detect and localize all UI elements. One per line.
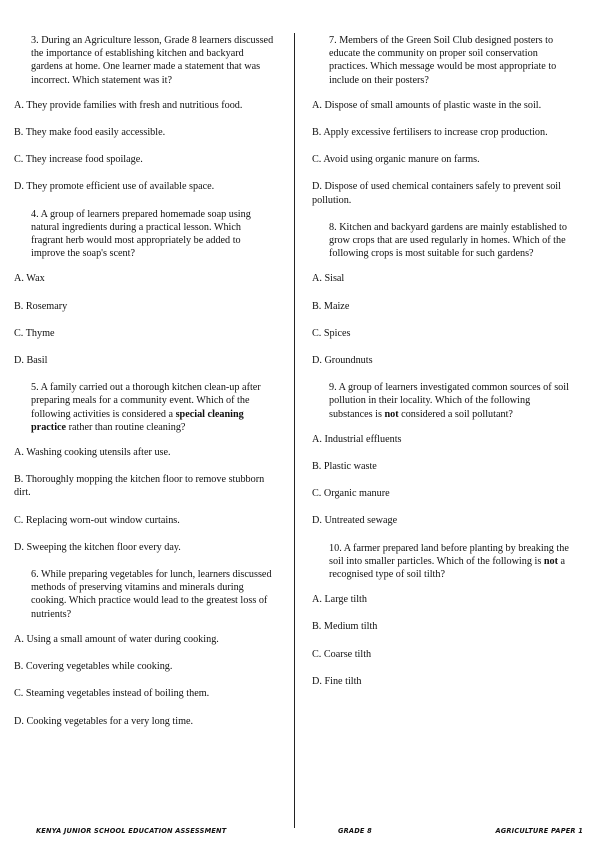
answer-option-text: B. Medium tilth xyxy=(312,621,378,633)
answer-option[interactable] xyxy=(312,460,574,473)
column-divider xyxy=(294,33,295,828)
answer-option-text: D. Sweeping the kitchen floor every day. xyxy=(14,541,181,553)
answer-option[interactable] xyxy=(14,687,276,700)
answer-option[interactable] xyxy=(14,514,276,527)
question-stem-text: 9. A group of learners investigated common sources of soil pollution in their locality. Which of the following substances is xyxy=(329,382,569,420)
answer-option[interactable] xyxy=(312,675,574,688)
left-column xyxy=(14,34,276,742)
question-stem-emphasis: not xyxy=(543,555,558,567)
answer-option-text: A. Large tilth xyxy=(312,594,367,606)
answer-option[interactable] xyxy=(312,593,574,606)
answer-option[interactable] xyxy=(14,446,276,459)
question-stem-text-end: considered a soil pollutant? xyxy=(398,408,513,420)
answer-option[interactable] xyxy=(14,153,276,166)
answer-option-text: C. Organic manure xyxy=(312,488,390,500)
answer-option[interactable] xyxy=(312,487,574,500)
answer-option-text: C. Replacing worn-out window curtains. xyxy=(14,514,180,526)
answer-option-text: A. Washing cooking utensils after use. xyxy=(14,447,171,459)
question-stem xyxy=(312,34,574,87)
answer-option[interactable] xyxy=(312,272,574,285)
question-stem-text: 4. A group of learners prepared homemade soap using natural ingredients during a practical lesson. Which fragrant herb would most appropriately be added to improve the soap's scent? xyxy=(31,208,251,260)
page-footer xyxy=(0,827,595,839)
question-block xyxy=(312,542,574,688)
answer-option-text: B. Plastic waste xyxy=(312,461,377,473)
question-stem-text-end: rather than routine cleaning? xyxy=(66,421,186,433)
answer-option[interactable] xyxy=(312,180,574,206)
question-block xyxy=(14,568,276,728)
answer-option-text: A. Wax xyxy=(14,273,45,285)
answer-option-text: D. Groundnuts xyxy=(312,355,373,367)
answer-option[interactable] xyxy=(14,99,276,112)
answer-option[interactable] xyxy=(312,327,574,340)
question-stem-text: 7. Members of the Green Soil Club designed posters to educate the community on proper soil conservation practices. Which message would be most appropriate to include on their posters? xyxy=(329,35,557,86)
question-block xyxy=(312,34,574,207)
answer-option[interactable] xyxy=(312,126,574,139)
question-block xyxy=(312,221,574,367)
answer-option-text: C. They increase food spoilage. xyxy=(14,154,143,166)
answer-option-text: B. Covering vegetables while cooking. xyxy=(14,661,173,673)
question-stem-text: 6. While preparing vegetables for lunch, learners discussed methods of preserving vitamins and minerals during cooking. Which practice would lead to the greatest loss of nutrients? xyxy=(31,569,272,620)
answer-option-text: D. Untreated sewage xyxy=(312,515,398,527)
answer-option-text: C. Coarse tilth xyxy=(312,648,372,660)
answer-option[interactable] xyxy=(312,433,574,446)
answer-option-text: D. Basil xyxy=(14,355,48,367)
answer-option[interactable] xyxy=(14,126,276,139)
question-stem xyxy=(14,568,276,621)
answer-option[interactable] xyxy=(14,180,276,193)
answer-option-text: D. Fine tilth xyxy=(312,675,362,687)
answer-option-text: A. They provide families with fresh and nutritious food. xyxy=(14,99,243,111)
question-stem xyxy=(14,381,276,434)
answer-option-text: B. Maize xyxy=(312,300,350,312)
answer-option[interactable] xyxy=(14,300,276,313)
answer-option-text: B. Rosemary xyxy=(14,300,68,312)
answer-option-text: D. Dispose of used chemical containers safely to prevent soil pollution. xyxy=(312,181,561,206)
answer-option-text: A. Sisal xyxy=(312,273,345,285)
answer-option[interactable] xyxy=(312,153,574,166)
answer-option[interactable] xyxy=(312,648,574,661)
answer-option[interactable] xyxy=(14,473,276,499)
answer-option[interactable] xyxy=(312,620,574,633)
footer-exam-name: KENYA JUNIOR SCHOOL EDUCATION ASSESSMENT xyxy=(36,827,227,835)
question-block xyxy=(14,208,276,368)
question-stem-emphasis: special cleaning practice xyxy=(31,408,244,433)
answer-option[interactable] xyxy=(14,633,276,646)
answer-option[interactable] xyxy=(312,354,574,367)
answer-option[interactable] xyxy=(14,541,276,554)
answer-option-text: B. Thoroughly mopping the kitchen floor to remove stubborn dirt. xyxy=(14,474,265,499)
answer-option[interactable] xyxy=(14,354,276,367)
answer-option-text: A. Using a small amount of water during cooking. xyxy=(14,633,219,645)
question-stem xyxy=(312,542,574,582)
answer-option[interactable] xyxy=(312,514,574,527)
footer-grade: GRADE 8 xyxy=(338,827,372,835)
answer-option-text: A. Dispose of small amounts of plastic waste in the soil. xyxy=(312,99,542,111)
answer-option[interactable] xyxy=(14,715,276,728)
answer-option-text: A. Industrial effluents xyxy=(312,433,402,445)
right-column xyxy=(312,34,574,702)
question-stem xyxy=(312,221,574,261)
question-stem-text: 5. A family carried out a thorough kitchen clean-up after preparing meals for a community event. Which of the following activities is considered a xyxy=(31,382,261,420)
answer-option[interactable] xyxy=(312,300,574,313)
answer-option-text: B. They make food easily accessible. xyxy=(14,127,166,139)
answer-option[interactable] xyxy=(312,99,574,112)
question-stem-text: 8. Kitchen and backyard gardens are mainly established to grow crops that are used regularly in homes. Which of the following crops is most suitable for such gardens? xyxy=(329,221,567,260)
answer-option-text: D. They promote efficient use of available space. xyxy=(14,181,215,193)
answer-option-text: C. Thyme xyxy=(14,327,55,339)
answer-option-text: C. Avoid using organic manure on farms. xyxy=(312,154,480,166)
question-block xyxy=(14,381,276,554)
question-block xyxy=(14,34,276,194)
question-stem xyxy=(14,208,276,261)
answer-option[interactable] xyxy=(14,272,276,285)
answer-option-text: D. Cooking vegetables for a very long time. xyxy=(14,715,194,727)
answer-option-text: C. Steaming vegetables instead of boiling them. xyxy=(14,688,210,700)
question-stem-text-end: a recognised type of soil tilth? xyxy=(329,555,566,581)
answer-option-text: C. Spices xyxy=(312,327,351,339)
answer-option[interactable] xyxy=(14,327,276,340)
question-stem xyxy=(14,34,276,87)
question-stem-emphasis: not xyxy=(384,408,399,420)
answer-option[interactable] xyxy=(14,660,276,673)
answer-option-text: B. Apply excessive fertilisers to increase crop production. xyxy=(312,127,548,139)
question-stem-text: 3. During an Agriculture lesson, Grade 8 learners discussed the importance of establishing kitchen and backyard gardens at home. One learner made a statement that was incorrect. Which statement was it? xyxy=(31,35,274,86)
footer-paper: AGRICULTURE PAPER 1 xyxy=(495,827,583,835)
question-block xyxy=(312,381,574,527)
question-stem xyxy=(312,381,574,421)
question-stem-text: 10. A farmer prepared land before planting by breaking the soil into smaller particles. Which of the following is xyxy=(329,542,569,567)
